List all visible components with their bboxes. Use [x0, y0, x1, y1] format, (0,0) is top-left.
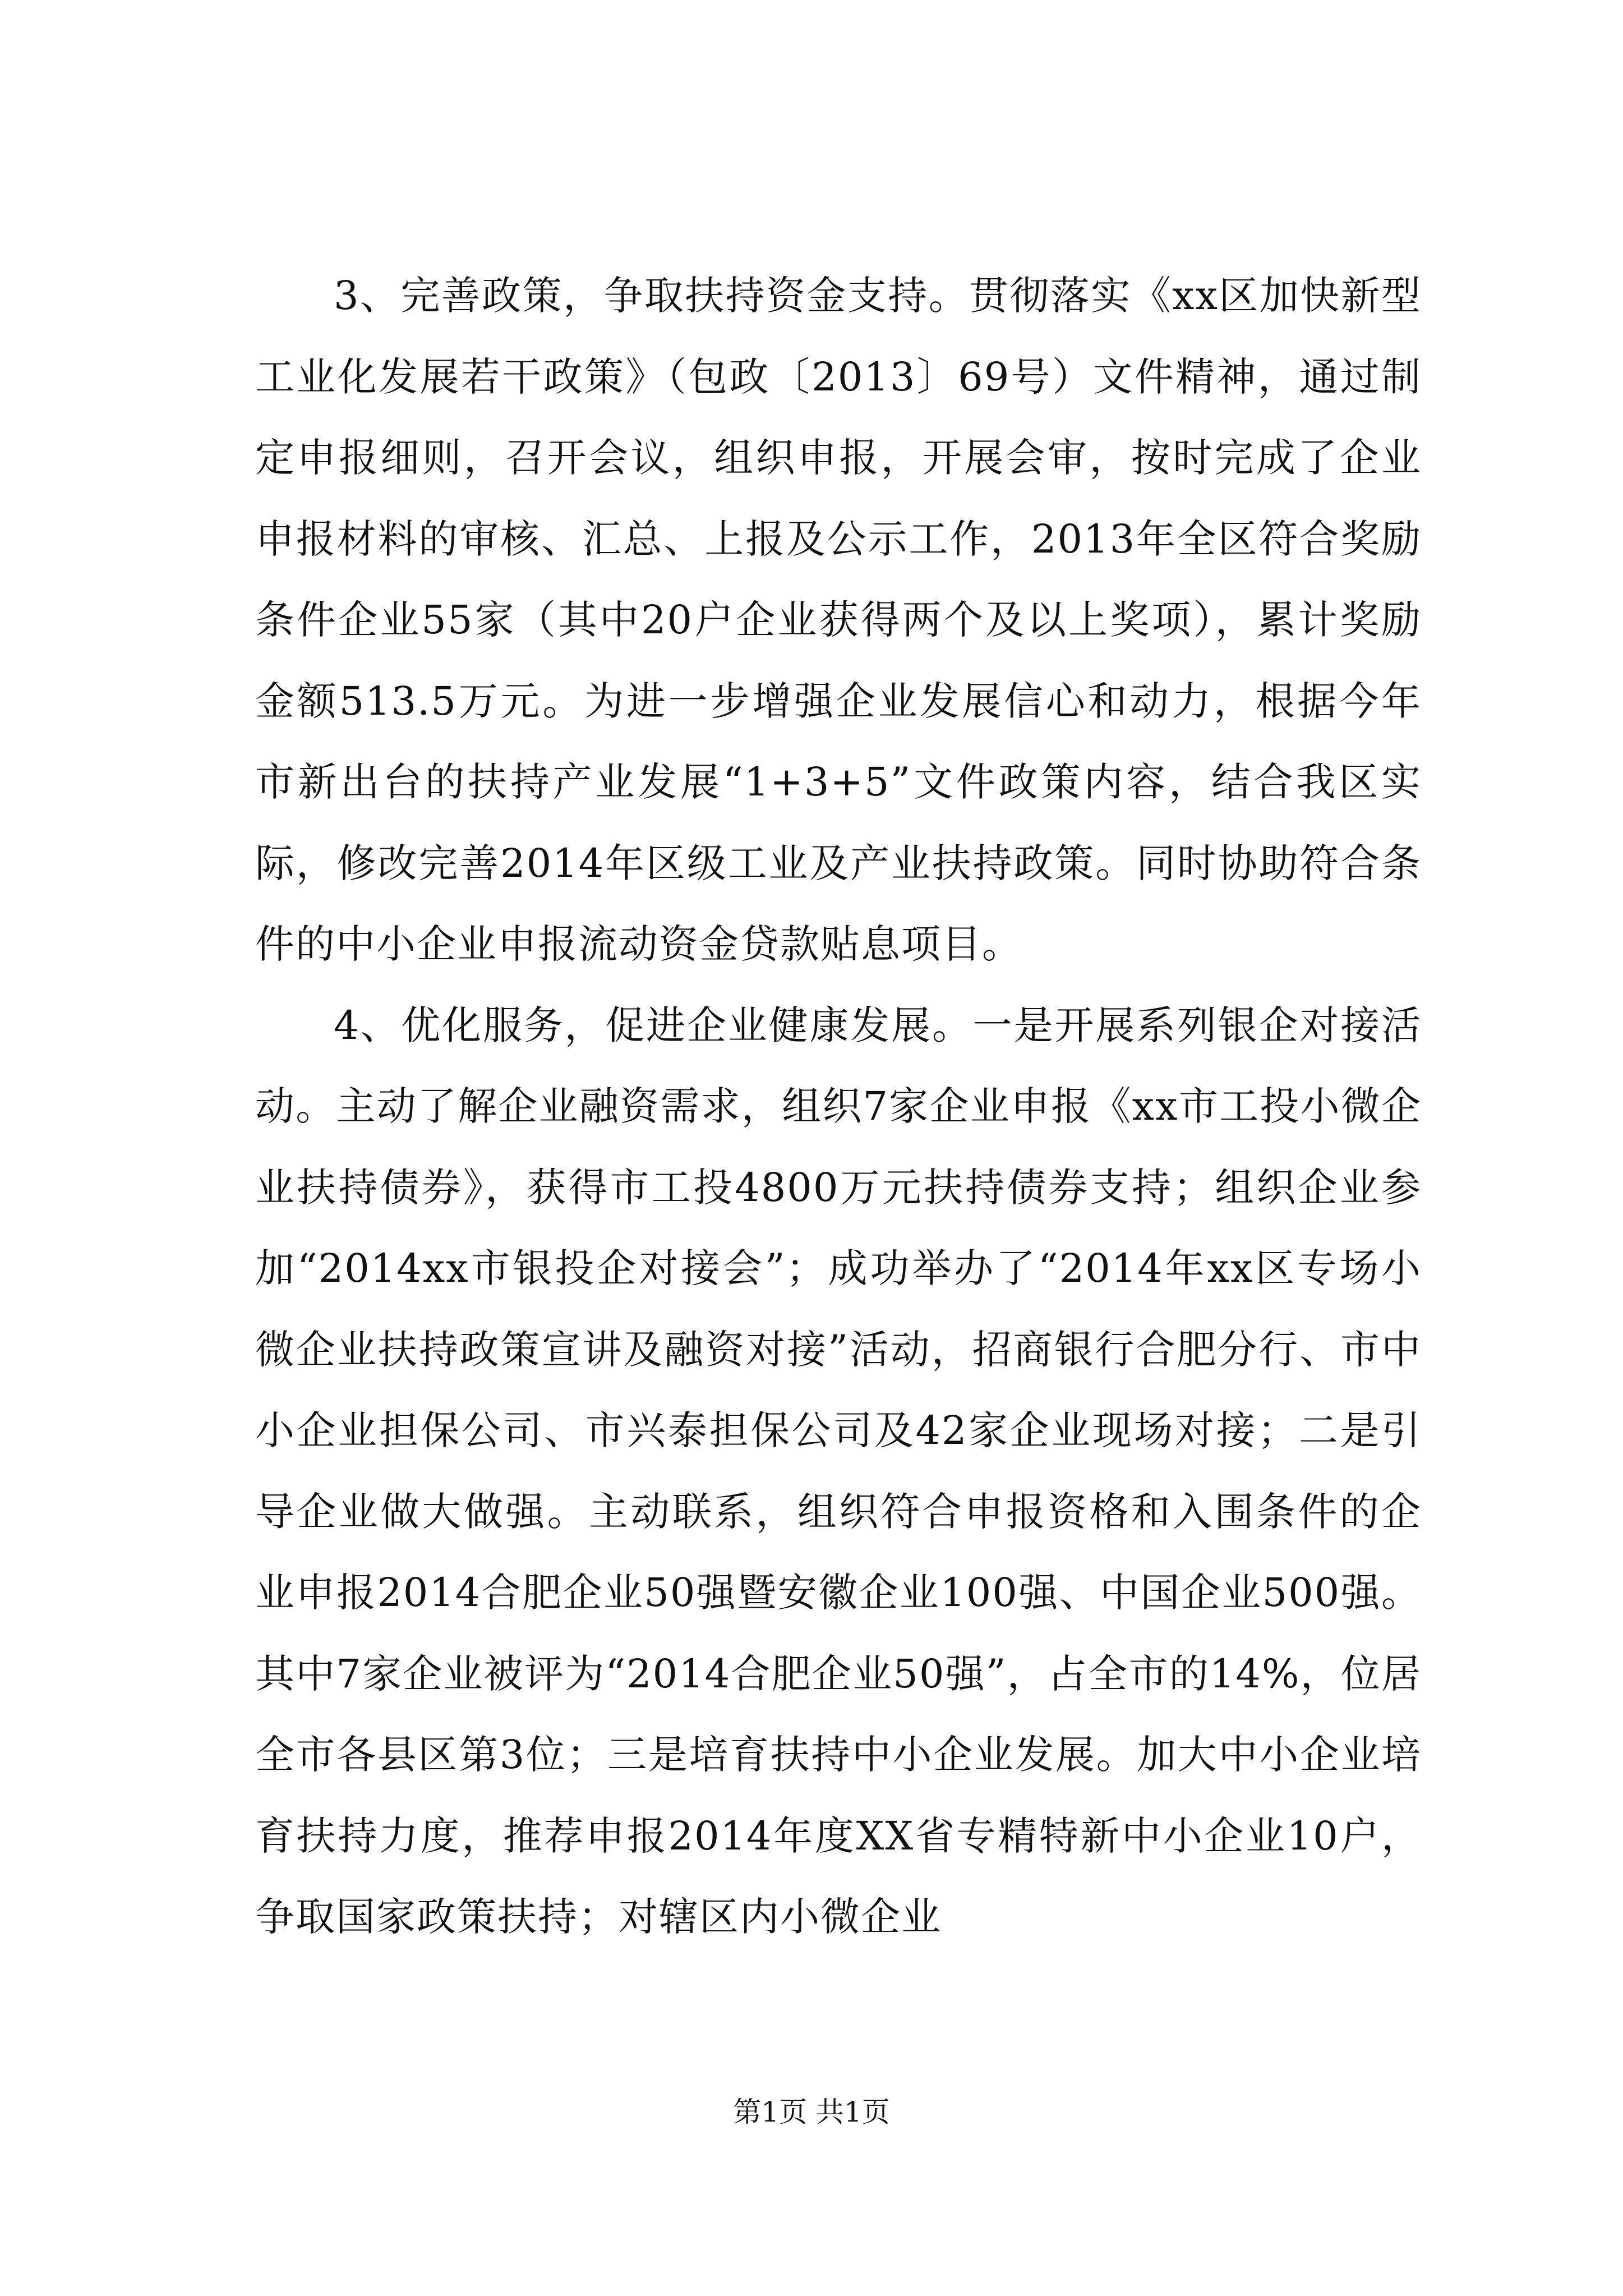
paragraph-service-optimization: 4、优化服务，促进企业健康发展。一是开展系列银企对接活动。主动了解企业融资需求，组织7家企业申报《xx市工投小微企业扶持债券》，获得市工投4800万元扶持债券支持；组织企业参加“2014xx市银投企对接会”；成功举办了“2014年xx区专场小微企业扶持政策宣讲及融资对接”活动，招商银行合肥分行、市中小企业担保公司、市兴泰担保公司及42家企业现场对接；二是引导企业做大做强。主动联系，组织符合申报资格和入围条件的企业申报2014合肥企业50强暨安徽企业100强、中国企业500强。其中7家企业被评为“2014合肥企业50强”，占全市的14%，位居全市各县区第3位；三是培育扶持中小企业发展。加大中小企业培育扶持力度，推荐申报2014年度XX省专精特新中小企业10户，争取国家政策扶持；对辖区内小微企业 [255, 1002, 1422, 1940]
paragraph-policy-support: 3、完善政策，争取扶持资金支持。贯彻落实《xx区加快新型工业化发展若干政策》（包政〔2013〕69号）文件精神，通过制定申报细则，召开会议，组织申报，开展会审，按时完成了企业申报材料的审核、汇总、上报及公示工作，2013年全区符合奖励条件企业55家（其中20户企业获得两个及以上奖项），累计奖励金额513.5万元。为进一步增强企业发展信心和动力，根据今年市新出台的扶持产业发展“1+3+5”文件政策内容，结合我区实际，修改完善2014年区级工业及产业扶持政策。同时协助符合条件的中小企业申报流动资金贷款贴息项目。 [255, 273, 1422, 967]
document-body [255, 255, 1422, 1958]
page-number-footer: 第1页 共1页 [733, 2096, 890, 2128]
